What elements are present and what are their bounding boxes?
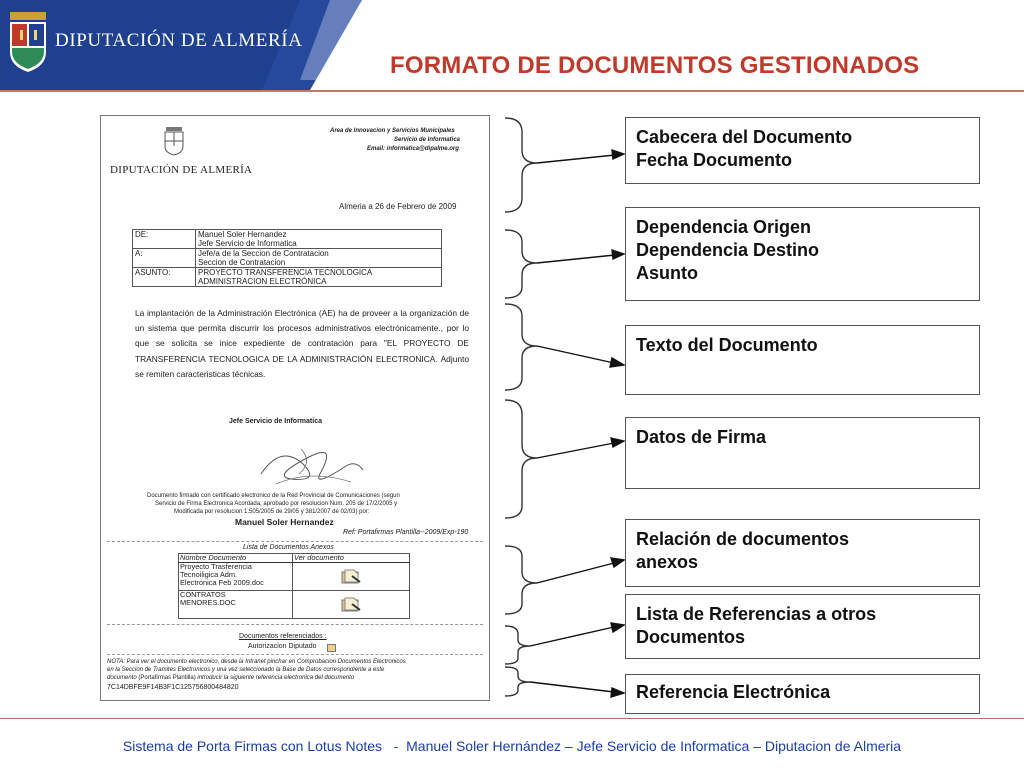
doc-ref: Ref: Portafirmas Plantilla--2009/Exp-190: [343, 529, 469, 536]
bracket-4: [505, 400, 537, 518]
label-line: Cabecera del Documento: [636, 127, 853, 147]
label-line: anexos: [636, 552, 699, 572]
label-electronic-reference: [625, 674, 980, 714]
doc-divider: [107, 624, 483, 625]
label-signature-data: [625, 417, 980, 489]
doc-field-key: A:: [133, 249, 196, 268]
annex-name-line1: CONTRATOS: [180, 590, 226, 599]
label-annex-list: [625, 519, 980, 587]
doc-field-row: [133, 268, 442, 287]
arrow-5: [537, 563, 614, 583]
doc-divider: [107, 654, 483, 655]
label-line: Fecha Documento: [636, 150, 793, 170]
doc-refs-title: Documentos referenciados :: [239, 633, 327, 640]
bracket-3: [505, 304, 537, 390]
doc-field-row: [133, 249, 442, 268]
label-line: Dependencia Destino: [636, 240, 820, 260]
doc-field-key: ASUNTO:: [133, 268, 196, 287]
doc-cert-line3: Modificada por resolucion 1.505/2005 de 29/05 y 381/2007 de 02/03) por:: [174, 509, 370, 515]
bracket-2: [505, 230, 537, 298]
annex-name-line3: Electronica Feb 2009.doc: [180, 578, 264, 587]
label-line: Referencia Electrónica: [636, 682, 831, 702]
arrow-2: [537, 255, 615, 263]
label-line: Texto del Documento: [636, 335, 818, 355]
label-line: Lista de Referencias a otros: [636, 604, 877, 624]
doc-field-line2: Jefe Servicio de Informatica: [198, 239, 297, 248]
bracket-5: [505, 546, 537, 614]
annex-header-view: Ver documento: [293, 554, 410, 563]
label-header-date: [625, 117, 980, 184]
label-line: Asunto: [636, 263, 698, 283]
doc-field-row: [133, 230, 442, 249]
label-line: Documentos: [636, 627, 746, 647]
doc-field-line2: Seccion de Contratacion: [198, 258, 286, 267]
view-document-icon: [340, 596, 362, 612]
doc-body-text: La implantación de la Administración Electrónica (AE) ha de proveer a la organización de un sistema que permita discurrir los procesos administrativos electrónicamente., por lo que se solicita se inice expediente de contratación para "EL PROYECTO DE TRANSFERENCIA TECNOLOGICA DE LA ADMINISTRACIÓN ELECTRONICA. Adjunto se remiten caracteristicas técnicas.: [135, 308, 469, 379]
header-org-name: DIPUTACIÓN DE ALMERÍA: [55, 30, 303, 51]
arrow-7: [530, 682, 614, 692]
annex-header-name: Nombre Documento: [179, 554, 293, 563]
view-document-icon: [340, 568, 362, 584]
bracket-6: [505, 626, 530, 664]
doc-note-line3c: introducir la siguiente referencia electronica del documento: [197, 675, 355, 681]
doc-org-name: DIPUTACIÓN DE ALMERÍA: [110, 164, 253, 176]
label-dependencies-subject: [625, 207, 980, 301]
doc-divider: [107, 541, 483, 542]
doc-area-line2: Servicio de Informatica: [394, 137, 461, 143]
doc-coat-of-arms-icon: [163, 126, 185, 156]
bracket-7: [505, 667, 530, 696]
doc-area-line3: Email: informatica@dipalme.org: [367, 146, 459, 152]
footer-rule: [0, 718, 1024, 719]
annex-name-line1: Proyecto Trasferencia: [180, 562, 252, 571]
doc-link-icon: [327, 644, 336, 652]
annex-row: [179, 591, 410, 619]
signature-scribble-icon: [251, 434, 371, 494]
annex-row: [179, 563, 410, 591]
label-reference-list: [625, 594, 980, 659]
annex-name-line2: MENORES.DOC: [180, 598, 236, 607]
label-document-text: [625, 325, 980, 395]
header-rule: [0, 90, 1024, 92]
slide-title: FORMATO DE DOCUMENTOS GESTIONADOS: [390, 52, 920, 79]
doc-note-line1: NOTA: Para ver el documento electronico, desde la Intranet pinchar en Comprobacion Documentos Electronicos: [107, 659, 406, 665]
doc-signer-name: Manuel Soler Hernandez: [235, 517, 334, 527]
doc-refs-item: Autorizacion Diputado: [248, 643, 317, 650]
doc-header-fields: [132, 229, 442, 287]
arrow-3: [537, 346, 614, 363]
doc-area-line1: Area de Innovacion y Servicios Municipales: [330, 128, 455, 134]
label-line: Relación de documentos: [636, 529, 850, 549]
label-line: Datos de Firma: [636, 427, 767, 447]
doc-note-line3b: (Portafirmas Plantilla): [138, 675, 196, 681]
doc-cert-line1: Documento firmado con certificado electronico de la Red Provincial de Comunicaciones (segun: [147, 493, 400, 499]
doc-field-line2: ADMINISTRACION ELECTRÓNICA: [198, 277, 327, 286]
doc-field-key: DE:: [133, 230, 196, 249]
doc-annex-table: [178, 553, 410, 619]
doc-date: Almeria a 26 de Febrero de 2009: [339, 202, 457, 211]
label-line: Dependencia Origen: [636, 217, 812, 237]
doc-signer-role: Jefe Servicio de Informatica: [229, 418, 322, 425]
doc-note-line3a: documento: [107, 675, 137, 681]
arrow-6: [530, 627, 614, 646]
doc-note-code: 7C14DBFE9F14B3F1C125756800484820: [107, 684, 239, 691]
doc-cert-line2: Servicio de Firma Electronica Acordada, aprobado por resolucion Num. 205 de 17/2/2005 y: [155, 501, 398, 507]
annex-name-line2: Tecnoiligica Adm.: [180, 570, 238, 579]
doc-field-line1: Jefe/a de la Seccion de Contratacion: [198, 249, 329, 258]
doc-note-line2: en la Seccion de Tramites Electronicos y una vez seleccionado la Base de Datos correspondiente a este: [107, 667, 385, 673]
bracket-1: [505, 118, 537, 212]
arrow-4: [537, 443, 614, 458]
document-preview: [100, 115, 490, 701]
doc-field-line1: Manuel Soler Hernandez: [198, 230, 287, 239]
doc-annex-title: Lista de Documentos Anexos: [243, 544, 334, 551]
footer-text: Sistema de Porta Firmas con Lotus Notes - Manuel Soler Hernández – Jefe Servicio de Informatica – Diputacion de Almeria: [122, 738, 902, 754]
doc-field-line1: PROYECTO TRANSFERENCIA TECNOLOGICA: [198, 268, 373, 277]
arrow-1: [537, 155, 615, 163]
